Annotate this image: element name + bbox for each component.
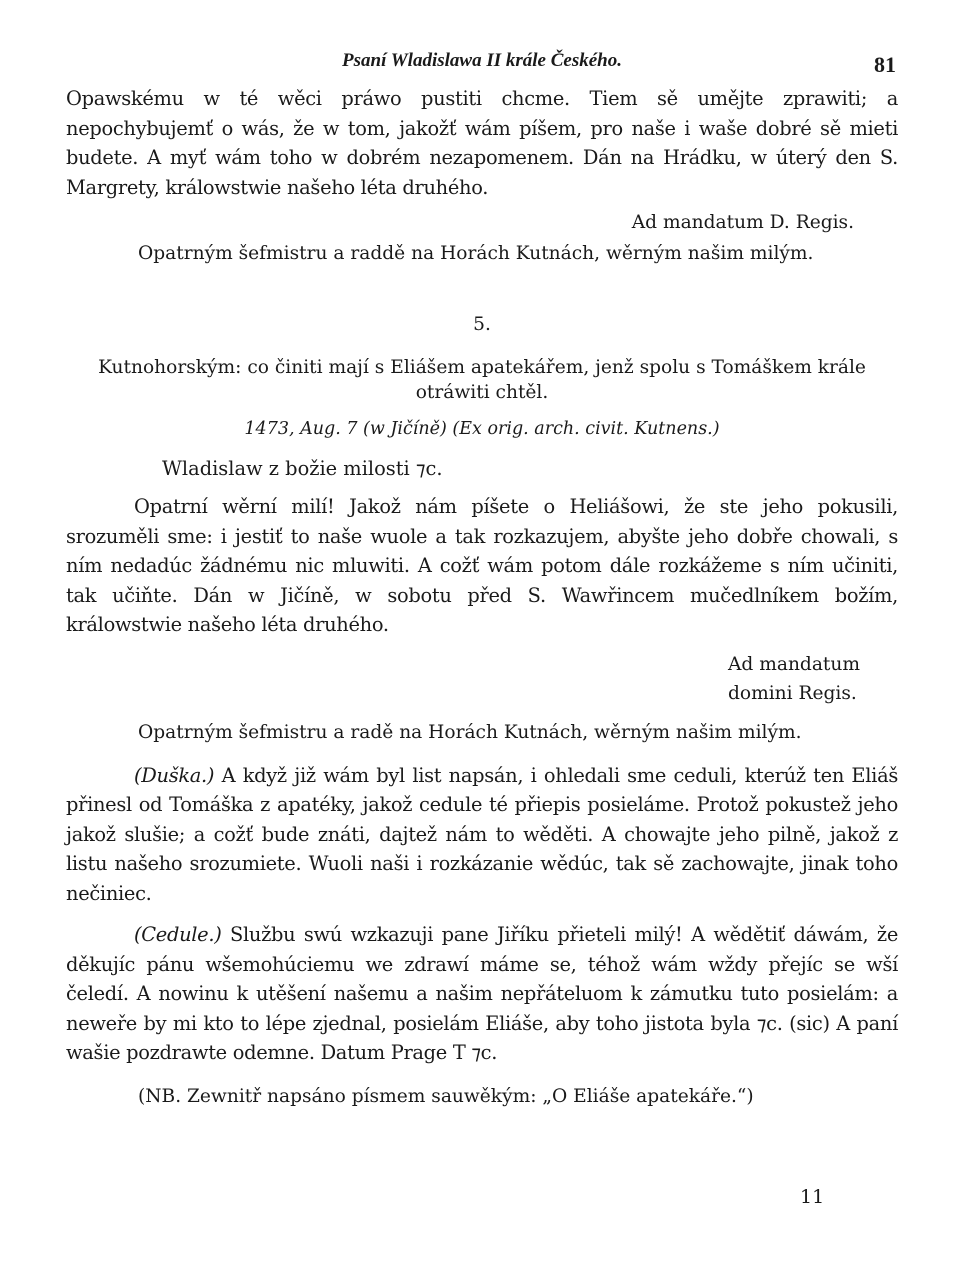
mandate-line-2: domini Regis.: [728, 682, 857, 704]
letter4-address: Opatrným šefmistru a raddě na Horách Kutnách, wěrným našim milým.: [138, 243, 814, 264]
letter5-address: Opatrným šefmistru a radě na Horách Kutnách, wěrným našim milým.: [138, 721, 802, 743]
running-title: Psaní Wladislawa II krále Českého.: [342, 50, 622, 71]
cedule-label: (Cedule.): [134, 923, 222, 946]
duska-paragraph: [66, 761, 898, 909]
summary-line-1: Kutnohorským: co činiti mají s Eliášem apatekářem, jenž spolu s Tomáškem krále: [98, 357, 866, 378]
document-number: 5.: [473, 314, 491, 335]
letter4-paragraph: Opawskému w té wěci práwo pustiti chcme. Tiem sě umějte zprawiti; a nepochybujemť o wás, že w tom, jakožť wám píšem, pro naše i waše dobré sě mieti budete. A myť wám toho w dobrém nezapomenem. Dán na Hrádku, w úterý den S. Margrety, králowstwie našeho léta druhého.: [66, 87, 898, 199]
signature-mark: 11: [800, 1186, 825, 1208]
document-summary: [66, 355, 898, 405]
nb-note: (NB. Zewnitř napsáno písmem sauwěkým: „O Eliáše apatekáře.“): [138, 1085, 754, 1107]
letter5-paragraph: Opatrní wěrní milí! Jakož nám píšete o Heliášowi, že ste jeho pokusili, srozuměli sme: i jestiť to naše wuole a tak rozkazujem, abyšte jeho dobře chowali, s ním nedadúc žádnému nic mluwiti. A cožť wám potom dále rozkážeme s ním učiniti, tak učiňte. Dán w Jičíně, w sobotu před S. Wawřincem mučedlníkem božím, králowstwie našeho léta druhého.: [66, 495, 898, 636]
page-number: 81: [874, 52, 896, 77]
duska-label: (Duška.): [134, 763, 215, 787]
page: [66, 44, 898, 1107]
cedule-text: Službu swú wzkazuji pane Jiříku přieteli milý! A wědětiť dáwám, že děkujíc pánu wšemohúciemu we zdrawí máme se, téhož wám wždy přejíc se wší čeledí. A nowinu k utěšení našemu a našim nepřáteluom k zámutku tuto posielám: a neweře by mi kto to lépe zjednal, posielám Eliáše, aby toho jistota byla ⁊c. (sic) A paní wašie pozdrawte odemne. Datum Prage T ⁊c.: [66, 923, 898, 1064]
salutation: Wladislaw z božie milosti ⁊c.: [162, 457, 443, 480]
summary-line-2: otráwiti chtěl.: [415, 382, 549, 403]
letter4-mandate: Ad mandatum D. Regis.: [631, 212, 854, 233]
cedule-paragraph: [66, 920, 898, 1068]
running-header: [66, 44, 898, 84]
duska-text: A když již wám byl list napsán, i ohledali sme ceduli, kterúž ten Eliáš přinesl od Tomáška z apatéky, jakož cedule té přiepis posieláme. Protož pokustež jeho jakož slušie; a cožť bude znáti, dajtež nám to wěděti. A chowajte jeho pilně, jakož z listu našeho srozumiete. Wuoli naši i rozkázanie wědúc, tak sě zachowajte, jinak toho nečiniec.: [66, 763, 898, 905]
mandate-line-1: Ad mandatum: [728, 653, 860, 675]
letter5-mandate: [728, 650, 898, 708]
document-dateline: 1473, Aug. 7 (w Jičíně) (Ex orig. arch. civit. Kutnens.): [244, 419, 720, 439]
